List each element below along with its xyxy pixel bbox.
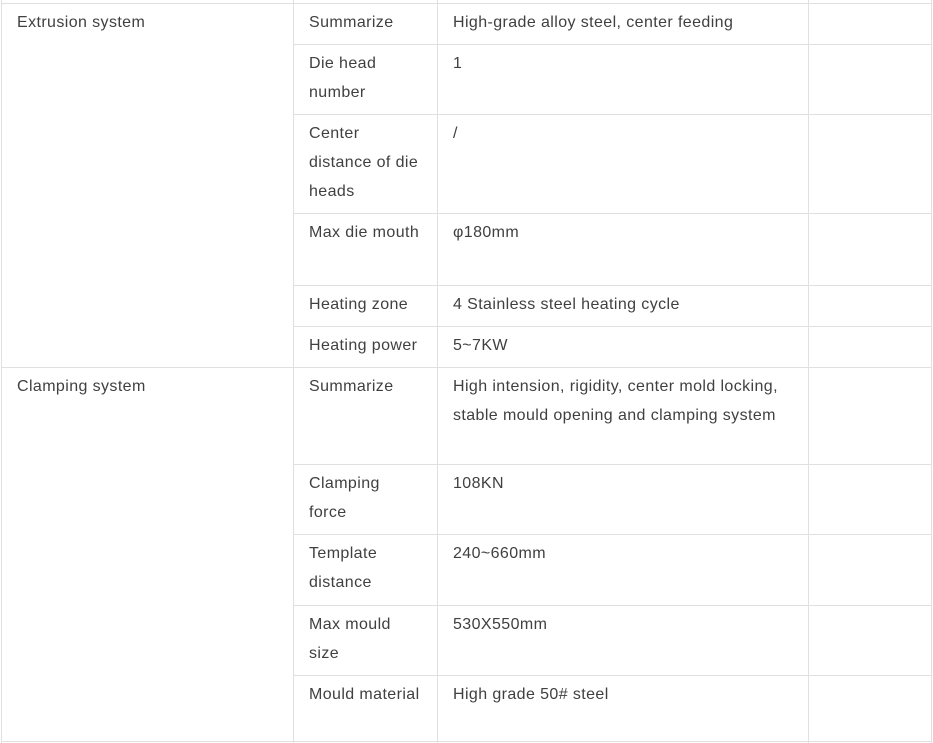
empty-cell [809,327,932,368]
value-cell: 4 Stainless steel heating cycle [438,286,809,327]
system-name-cell: Clamping system [2,368,294,742]
value-cell: High-grade alloy steel, center feeding [438,4,809,45]
param-cell: Center distance of die heads [294,115,438,214]
param-cell: Clamping force [294,465,438,535]
value-cell: High intension, rigidity, center mold locking, stable mould opening and clamping system [438,368,809,465]
empty-cell [809,606,932,676]
value-cell: 5~7KW [438,327,809,368]
param-cell: Die head number [294,45,438,115]
param-cell: Summarize [294,368,438,465]
param-cell: Heating zone [294,286,438,327]
empty-cell [809,465,932,535]
value-cell: High grade 50# steel [438,676,809,742]
param-cell: Heating power [294,327,438,368]
empty-cell [809,368,932,465]
empty-cell [809,4,932,45]
spec-table [1,0,932,743]
param-cell: Template distance [294,535,438,606]
empty-cell [809,286,932,327]
value-cell: φ180mm [438,214,809,286]
param-cell: Mould material [294,676,438,742]
spec-row [2,4,932,45]
empty-cell [809,115,932,214]
param-cell: Summarize [294,4,438,45]
empty-cell [809,45,932,115]
system-name-cell: Extrusion system [2,4,294,368]
value-cell: 530X550mm [438,606,809,676]
value-cell: 108KN [438,465,809,535]
spec-row [2,368,932,465]
param-cell: Max mould size [294,606,438,676]
empty-cell [809,535,932,606]
value-cell: 1 [438,45,809,115]
empty-cell [809,214,932,286]
param-cell: Max die mouth [294,214,438,286]
empty-cell [809,676,932,742]
value-cell: / [438,115,809,214]
value-cell: 240~660mm [438,535,809,606]
